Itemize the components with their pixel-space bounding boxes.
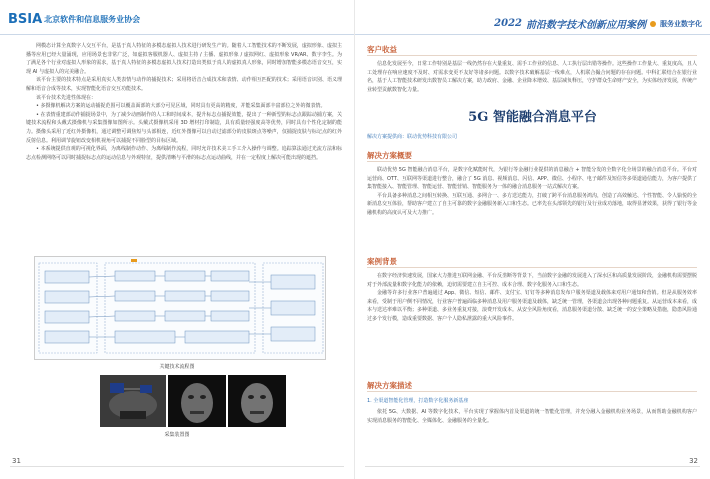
page-number-left: 31 [12,457,21,465]
section-heading-description: 解决方案描述 [367,381,412,390]
paragraph: 在数字经济快速发展，国家大力推进互联网金融、平台反垄断等背景下，当前数字金融的发展进入了深水区和高质量发展阶段，金融机构需要摆脱对于外部流量和数字化能力的依赖，迫切需要建立自主可控、成本合理、数字化服务入口和生态。 [367,273,698,288]
bsia-logo [8,12,140,27]
footer-rule [10,466,344,467]
paragraph: 信息化发展至今，日常工作特别是基层一线仍然存在大量重复、需手工作业的信息、人工执行层出错等操作。这些操作工作量大、重复度高，且人工处理存在响应速度不及时、对需求变更不友好等诸多问题。以数字技术破解基层一线难点，人机联合撮合问题的存在问题。中科汇联结合在银行业名，基于人工智能技术研发出数智员工解决方案，助力政府、金融、企业降本增效、基层减负释压，守护群众生命财产安全，为实体经济发展，传统产业转型贡献数智化力量。 [367,61,698,93]
section-rule [367,55,697,56]
overview-text [367,166,697,218]
paragraph: 联动优势 5G 智能融合消息平台，是数字化赋能时代，为银行等金融行业提供的消息融合 + 智能分发的全数字化全场景的融合消息平台。平台对运营商、OTT、互联网等渠道进行整合，融合了 5G 消息、视频消息、闪信、APP、微信、小程序、电子邮件及短信等多渠道通信能力，为客户提供了集智能接入、智能管理、智能运营、智能营销、智能服务为一体的融合消息服务一站式解决方案。 [367,167,697,191]
page-number-right: 32 [689,457,698,465]
capture-face-photo-1 [168,375,226,427]
header-category: 服务业数字化 [660,19,702,28]
bullet-item: • 多摄像机解决方案的运动捕捉范围可以覆盖面部的大部分可见区域，同时具有更高的精度，并能采集面部丰富部位之外的微表情。 [36,103,326,110]
paragraph: 该平台技术先进性体现在： [36,94,97,101]
face-ir-photo [228,375,286,427]
paragraph: 平台具备多种消息之间相互转换、互联互通、多网合一、多方送达能力，打破了跨平台消息服务鸿沟，创造了高效触达、个性智能、令人愉悦的全新消息交互体验，帮助客户建立了自主可靠的数字金融服务新入口和生态。已率先在头部领先的银行及行业成功落地，取得显著效果，获得了银行等金融机构的高度认可及大力推广。 [367,192,698,216]
income-text [367,60,697,94]
face-ir-photo [168,375,226,427]
capture-device-photo-1 [100,375,166,427]
paragraph: 该平台主要的技术特点是采用真实人类表情与动作的捕捉技术；采用将语音合成技术和表情、动作相互匹配的技术；采用语音识别、语义理解和语音合成等技术，实现智能化语音交互功能技术。 [26,77,342,92]
flowchart-caption: 关键技术流程图 [159,364,195,370]
logo-mark: BSIA [8,12,43,27]
paragraph: 依托 5G、大数据、AI 等数字化技术，平台实现了掌握体内首及渠道的统一智能化管理，并充分融入金融机构业务场景，从而帮助金融机构客户实现消息服务的智能化、全媒体化、金融服务的全量化。 [367,409,697,424]
key-tech-flowchart [34,256,326,360]
bullet-item: • 本系统提供直观的可视化界面，为离线制作动作、为离线制作流程，同时允许技术美工手工介入操作与调整。追踪算法通过光流方法和标志点检测网络可以同时捕捉标志点的运动信息与外观特征，提供清晰与平滑的标志点运动曲线，并在一定程度上解决可能出现的遮挡。 [26,146,342,161]
left-body-text [26,42,342,162]
right-header [355,0,710,38]
description-subheading: 1. 全渠道智能化管理，打造数字化服务新基座 [367,398,469,404]
bullet-item: • 在表情重建部动作捕捉场景中，为了减少动画制作的人工和时间成本，提升标志点捕捉效能，提出了一种新型的标志点跟踪动捕方案，关键技术流程和头戴式摄像机与采集图像如图所示。头戴式摄像机采用 3D 增材打印制造，具有质量轻强度高等优势，同时具有个性化定制的能力。摄像头采用了近红外摄像机，通过调整可调焦短与头部相连，近红外图像可以自动过滤部分的皮肤斑点等噪声，仅捕捉皮肤与标记点的红外反射信息。利用调节旋钮改变相机视角可以捕捉不同脸型的目标区域。 [26,111,342,144]
description-text [367,408,697,425]
device-caption: 采集装置图 [164,432,190,438]
header-year: 2022 [494,18,522,29]
flowchart-diagram [35,257,327,361]
section-rule [367,391,697,392]
header-rule [355,34,710,35]
case-title: 5G 智能融合消息平台 [468,110,597,125]
section-rule [367,267,697,268]
capture-face-photo-2 [228,375,286,427]
header-dot-icon [650,21,656,27]
paragraph: 网模态计算全真数字人交互平台，是基于真人特征的多模态虚拟人技术进行研发生产的。随着人工智能技术的不断发展，虚拟形象、虚拟主播等应用已经大量涌现，应用场景也非常广泛，如虚拟客服机器人、虚拟主持 / 主播、虚拟形象 / 虚拟网红、虚拟形象 VR/AR、数字李生。为了满足各个行业对虚拟人形象的需求，基于真人特征的多模态虚拟人技术打造出类似于真人的虚拟真人形象，同时增加智能多模态语音交互，实现 AI 与虚拟人的完美融合。 [26,43,342,75]
section-heading-income: 客户收益 [367,45,397,54]
section-rule [367,161,697,162]
paragraph: 金融等许多行业客户普遍通过 App、微信、短信、邮件、支付宝、钉钉等多种消息发布户服务渠道及载体来对用户通知和营销。但是从服务效率来看，受制于用户侧不同情况，行业客户普遍面临多种消息及用户服务渠道及载体，缺乏统一管理，各渠道会出现各种问题重复。从运营成本来看，成本与送达率难以平衡；多种渠道、多业务重复对接，浪费开发成本。从安全风险角度看，消息服务渠道分散、缺乏统一的安全策略及措施，隐患风险通过多个发行模，造成重要数据、客户个人隐私泄露的重大风险事件。 [367,290,698,322]
device-photo [100,375,166,427]
section-heading-background: 案例背景 [367,257,397,266]
solution-provider: 解决方案提供商：联动优势科技有限公司 [367,134,458,140]
logo-cn-name: 北京软件和信息服务业协会 [44,15,141,24]
footer-rule [365,466,700,467]
header-book-title: 前沿数字技术创新应用案例 [526,20,646,31]
right-page [355,0,710,479]
left-header [0,0,354,38]
background-text [367,272,697,324]
header-title-group [494,16,702,31]
header-rule [0,34,354,35]
section-heading-overview: 解决方案概要 [367,151,412,160]
